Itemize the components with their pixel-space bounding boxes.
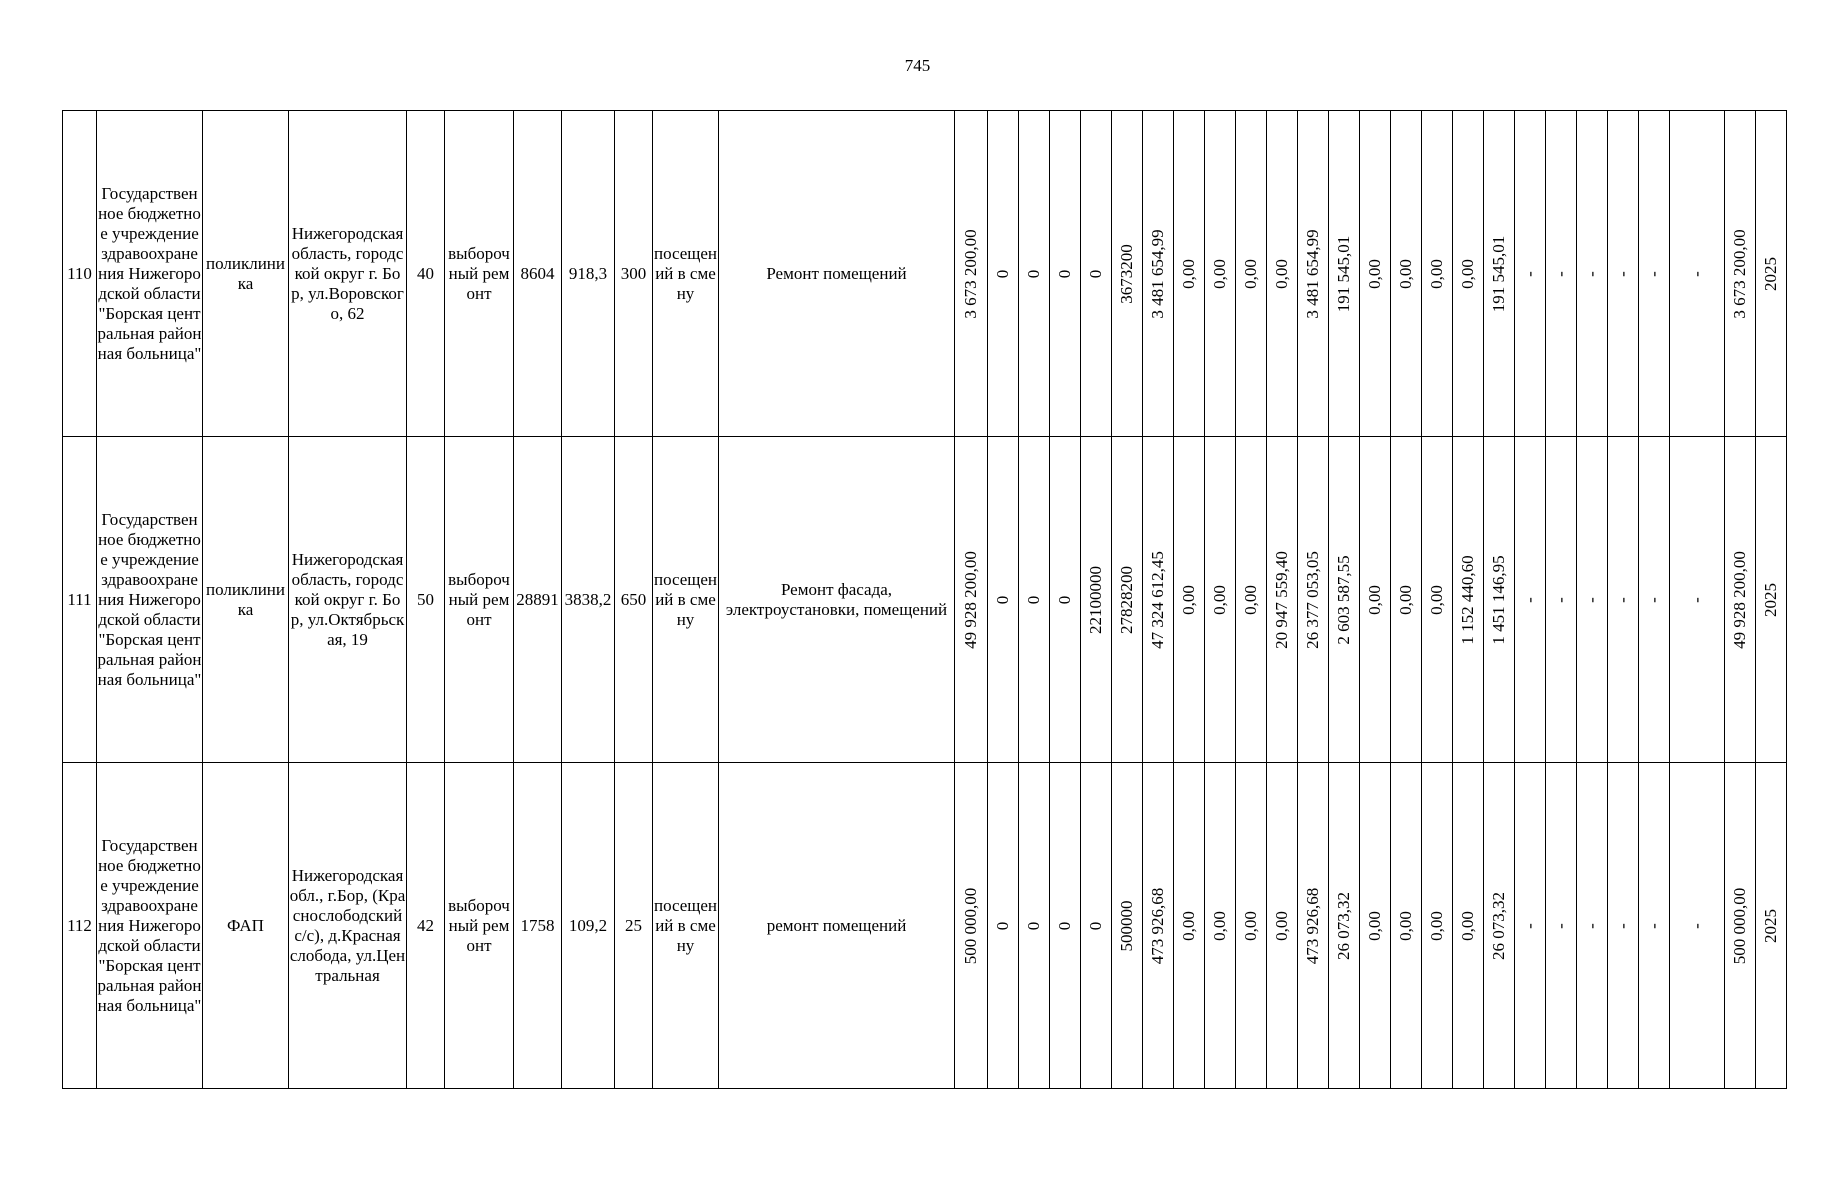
amount-value: - <box>1582 270 1601 277</box>
amount-cell <box>1725 111 1756 437</box>
capacity-unit: посещений в смену <box>653 111 719 437</box>
row-number: 112 <box>63 763 97 1089</box>
amount-cell <box>1267 437 1298 763</box>
amount-cell <box>1329 111 1360 437</box>
amount-cell <box>1236 111 1267 437</box>
capacity-unit: посещений в смену <box>653 763 719 1089</box>
amount-value: 500 000,00 <box>1730 887 1749 964</box>
table-row <box>63 437 1787 763</box>
amount-value: 26 073,32 <box>1334 891 1353 960</box>
col-4: 42 <box>407 763 445 1089</box>
amount-value: 0 <box>993 269 1012 278</box>
amount-value: 1 451 146,95 <box>1489 554 1508 645</box>
amount-value: - <box>1644 270 1663 277</box>
address: Нижегородская область, городской округ г. Бор, ул.Октябрьская, 19 <box>289 437 407 763</box>
institution-name: Государственное бюджетное учреждение здравоохранения Нижегородской области "Борская центральная районная больница" <box>97 111 203 437</box>
amount-value: - <box>1582 596 1601 603</box>
amount-cell <box>1019 763 1050 1089</box>
col-6: 8604 <box>514 111 562 437</box>
amount-value: - <box>1613 270 1632 277</box>
amount-cell <box>1670 763 1725 1089</box>
amount-value: - <box>1551 270 1570 277</box>
amount-cell <box>1484 437 1515 763</box>
amount-cell <box>1391 763 1422 1089</box>
amount-cell <box>1725 437 1756 763</box>
facility-type: поликлиника <box>203 111 289 437</box>
capacity: 300 <box>615 111 653 437</box>
amount-cell <box>1515 437 1546 763</box>
amount-cell <box>1050 437 1081 763</box>
amount-cell <box>955 111 988 437</box>
amount-value: - <box>1520 270 1539 277</box>
amount-value: - <box>1687 270 1706 277</box>
capacity: 650 <box>615 437 653 763</box>
amount-cell <box>1050 111 1081 437</box>
area: 109,2 <box>562 763 615 1089</box>
amount-value: 0,00 <box>1210 258 1229 289</box>
amount-value: 0,00 <box>1365 584 1384 615</box>
amount-value: 0,00 <box>1241 910 1260 941</box>
amount-cell <box>1298 437 1329 763</box>
col-6: 1758 <box>514 763 562 1089</box>
work-description: ремонт помещений <box>719 763 955 1089</box>
amount-cell <box>1756 111 1787 437</box>
amount-value: - <box>1644 922 1663 929</box>
address: Нижегородская обл., г.Бор, (Краснослободский с/с), д.Красная слобода, ул.Центральная <box>289 763 407 1089</box>
amount-value: 0,00 <box>1365 258 1384 289</box>
amount-cell <box>1484 111 1515 437</box>
facility-type: поликлиника <box>203 437 289 763</box>
amount-value: 26 073,32 <box>1489 891 1508 960</box>
amount-cell <box>1143 763 1174 1089</box>
amount-value: 0 <box>1086 921 1105 930</box>
amount-value: 0,00 <box>1365 910 1384 941</box>
work-description: Ремонт фасада, электроустановки, помещений <box>719 437 955 763</box>
amount-cell <box>1112 437 1143 763</box>
amount-cell <box>1143 111 1174 437</box>
amount-value: 0,00 <box>1396 584 1415 615</box>
amount-value: 0 <box>1024 921 1043 930</box>
amount-cell <box>1670 437 1725 763</box>
amount-value: 191 545,01 <box>1334 235 1353 312</box>
amount-value: - <box>1644 596 1663 603</box>
amount-value: - <box>1687 922 1706 929</box>
amount-value: 0 <box>1086 269 1105 278</box>
amount-cell <box>1329 437 1360 763</box>
amount-cell <box>1608 763 1639 1089</box>
amount-cell <box>1081 763 1112 1089</box>
capacity: 25 <box>615 763 653 1089</box>
amount-value: 47 324 612,45 <box>1148 550 1167 649</box>
amount-value: 2025 <box>1761 582 1780 617</box>
address: Нижегородская область, городской округ г. Бор, ул.Воровского, 62 <box>289 111 407 437</box>
amount-cell <box>1174 763 1205 1089</box>
amount-value: - <box>1687 596 1706 603</box>
amount-value: 3673200 <box>1117 243 1136 304</box>
table-row <box>63 763 1787 1089</box>
amount-cell <box>1143 437 1174 763</box>
amount-cell <box>1608 111 1639 437</box>
amount-value: 2 603 587,55 <box>1334 554 1353 645</box>
amount-cell <box>1670 111 1725 437</box>
capacity-unit: посещений в смену <box>653 437 719 763</box>
amount-value: - <box>1520 596 1539 603</box>
amount-value: 0,00 <box>1458 258 1477 289</box>
amount-cell <box>1205 437 1236 763</box>
amount-cell <box>1546 437 1577 763</box>
amount-value: 0,00 <box>1427 258 1446 289</box>
amount-value: 0 <box>1055 269 1074 278</box>
work-type: выборочный ремонт <box>445 763 514 1089</box>
amount-value: 0 <box>1024 269 1043 278</box>
amount-value: 0,00 <box>1396 910 1415 941</box>
amount-value: 500000 <box>1117 900 1136 951</box>
amount-cell <box>1422 437 1453 763</box>
amount-cell <box>1639 437 1670 763</box>
amount-cell <box>988 111 1019 437</box>
amount-cell <box>1174 111 1205 437</box>
amount-cell <box>1608 437 1639 763</box>
amount-value: 22100000 <box>1086 565 1105 634</box>
amount-cell <box>1577 111 1608 437</box>
amount-value: 0,00 <box>1427 584 1446 615</box>
amount-cell <box>1391 437 1422 763</box>
amount-cell <box>955 437 988 763</box>
row-number: 111 <box>63 437 97 763</box>
amount-cell <box>1422 111 1453 437</box>
amount-value: - <box>1551 922 1570 929</box>
row-number: 110 <box>63 111 97 437</box>
amount-value: - <box>1551 596 1570 603</box>
amount-cell <box>1546 111 1577 437</box>
amount-cell <box>1360 763 1391 1089</box>
amount-cell <box>1453 437 1484 763</box>
amount-cell <box>1205 111 1236 437</box>
amount-value: 0,00 <box>1458 910 1477 941</box>
amount-value: 27828200 <box>1117 565 1136 634</box>
amount-value: - <box>1613 596 1632 603</box>
amount-value: 0,00 <box>1179 910 1198 941</box>
amount-cell <box>1329 763 1360 1089</box>
work-type: выборочный ремонт <box>445 437 514 763</box>
amount-cell <box>1112 111 1143 437</box>
amount-value: 0,00 <box>1272 258 1291 289</box>
amount-cell <box>988 437 1019 763</box>
amount-cell <box>1453 111 1484 437</box>
amount-cell <box>1081 111 1112 437</box>
amount-cell <box>1577 437 1608 763</box>
page-number: 745 <box>904 56 931 75</box>
amount-value: 0 <box>1055 921 1074 930</box>
amount-value: 0 <box>1055 595 1074 604</box>
work-description: Ремонт помещений <box>719 111 955 437</box>
amount-cell <box>1577 763 1608 1089</box>
amount-cell <box>1725 763 1756 1089</box>
amount-value: - <box>1582 922 1601 929</box>
amount-value: 49 928 200,00 <box>1730 550 1749 649</box>
amount-cell <box>1267 111 1298 437</box>
amount-cell <box>1019 111 1050 437</box>
amount-cell <box>1515 763 1546 1089</box>
data-table <box>62 110 1787 1089</box>
amount-cell <box>1756 763 1787 1089</box>
amount-value: 2025 <box>1761 908 1780 943</box>
amount-cell <box>1081 437 1112 763</box>
amount-value: 0 <box>993 595 1012 604</box>
amount-value: 3 673 200,00 <box>961 228 980 319</box>
amount-value: - <box>1520 922 1539 929</box>
amount-cell <box>1639 763 1670 1089</box>
amount-value: 3 481 654,99 <box>1148 228 1167 319</box>
amount-value: 0,00 <box>1241 584 1260 615</box>
amount-cell <box>1019 437 1050 763</box>
amount-cell <box>1112 763 1143 1089</box>
facility-type: ФАП <box>203 763 289 1089</box>
amount-cell <box>1453 763 1484 1089</box>
institution-name: Государственное бюджетное учреждение здравоохранения Нижегородской области "Борская центральная районная больница" <box>97 437 203 763</box>
amount-value: 0,00 <box>1427 910 1446 941</box>
col-4: 50 <box>407 437 445 763</box>
amount-cell <box>1205 763 1236 1089</box>
amount-value: 2025 <box>1761 256 1780 291</box>
amount-value: 3 673 200,00 <box>1730 228 1749 319</box>
amount-value: 20 947 559,40 <box>1272 550 1291 649</box>
amount-cell <box>1050 763 1081 1089</box>
amount-cell <box>988 763 1019 1089</box>
amount-value: 0,00 <box>1179 584 1198 615</box>
amount-value: 473 926,68 <box>1148 887 1167 964</box>
col-6: 28891 <box>514 437 562 763</box>
work-type: выборочный ремонт <box>445 111 514 437</box>
area: 3838,2 <box>562 437 615 763</box>
amount-value: 0 <box>993 921 1012 930</box>
amount-value: 191 545,01 <box>1489 235 1508 312</box>
table-row <box>63 111 1787 437</box>
amount-value: 26 377 053,05 <box>1303 550 1322 649</box>
amount-value: 0,00 <box>1396 258 1415 289</box>
amount-value: 3 481 654,99 <box>1303 228 1322 319</box>
amount-value: 0,00 <box>1272 910 1291 941</box>
amount-cell <box>1360 437 1391 763</box>
institution-name: Государственное бюджетное учреждение здравоохранения Нижегородской области "Борская центральная районная больница" <box>97 763 203 1089</box>
amount-cell <box>1298 763 1329 1089</box>
amount-cell <box>1298 111 1329 437</box>
amount-value: 49 928 200,00 <box>961 550 980 649</box>
amount-cell <box>1639 111 1670 437</box>
amount-cell <box>1360 111 1391 437</box>
amount-cell <box>955 763 988 1089</box>
amount-cell <box>1422 763 1453 1089</box>
col-4: 40 <box>407 111 445 437</box>
amount-cell <box>1546 763 1577 1089</box>
amount-cell <box>1236 763 1267 1089</box>
amount-cell <box>1391 111 1422 437</box>
area: 918,3 <box>562 111 615 437</box>
amount-cell <box>1756 437 1787 763</box>
amount-value: 0,00 <box>1210 584 1229 615</box>
amount-cell <box>1174 437 1205 763</box>
amount-value: - <box>1613 922 1632 929</box>
amount-cell <box>1267 763 1298 1089</box>
amount-value: 1 152 440,60 <box>1458 554 1477 645</box>
amount-cell <box>1515 111 1546 437</box>
amount-value: 0 <box>1024 595 1043 604</box>
amount-value: 0,00 <box>1210 910 1229 941</box>
amount-cell <box>1484 763 1515 1089</box>
amount-value: 473 926,68 <box>1303 887 1322 964</box>
amount-value: 0,00 <box>1179 258 1198 289</box>
amount-value: 0,00 <box>1241 258 1260 289</box>
amount-value: 500 000,00 <box>961 887 980 964</box>
amount-cell <box>1236 437 1267 763</box>
